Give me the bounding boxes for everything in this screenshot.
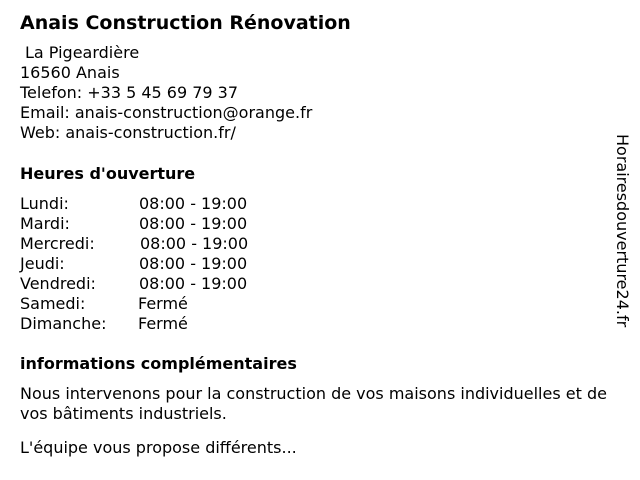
email-line: Email: anais-construction@orange.fr (20, 103, 313, 122)
time-value: Fermé (138, 314, 188, 333)
contact-block (20, 43, 312, 143)
street-address: La Pigeardière (25, 43, 140, 62)
time-value: 08:00 - 19:00 (139, 274, 248, 293)
web-line: Web: anais-construction.fr/ (20, 123, 236, 142)
day-label: Mercredi: (20, 234, 95, 253)
day-label: Vendredi: (20, 274, 96, 293)
info-heading: informations complémentaires (20, 354, 297, 373)
info-teaser: L'équipe vous propose différents... (20, 438, 297, 457)
time-value: 08:00 - 19:00 (140, 234, 249, 253)
day-label: Mardi: (20, 214, 70, 233)
time-value: 08:00 - 19:00 (139, 214, 248, 233)
site-watermark (612, 134, 632, 346)
day-label: Jeudi: (20, 254, 65, 273)
day-label: Lundi: (20, 194, 69, 213)
day-label: Samedi: (20, 294, 86, 313)
info-description: Nous intervenons pour la construction de vos maisons individuelles et de vos bâtiments industriels. (20, 384, 607, 423)
city-address: 16560 Anais (20, 63, 120, 82)
time-value: 08:00 - 19:00 (139, 254, 248, 273)
watermark-text: Horairesdouverture24.fr (613, 134, 632, 328)
time-value: Fermé (138, 294, 188, 313)
day-label: Dimanche: (20, 314, 107, 333)
time-value: 08:00 - 19:00 (139, 194, 248, 213)
phone-line: Telefon: +33 5 45 69 79 37 (20, 83, 239, 102)
hours-heading: Heures d'ouverture (20, 164, 196, 183)
business-name: Anais Construction Rénovation (20, 12, 351, 34)
